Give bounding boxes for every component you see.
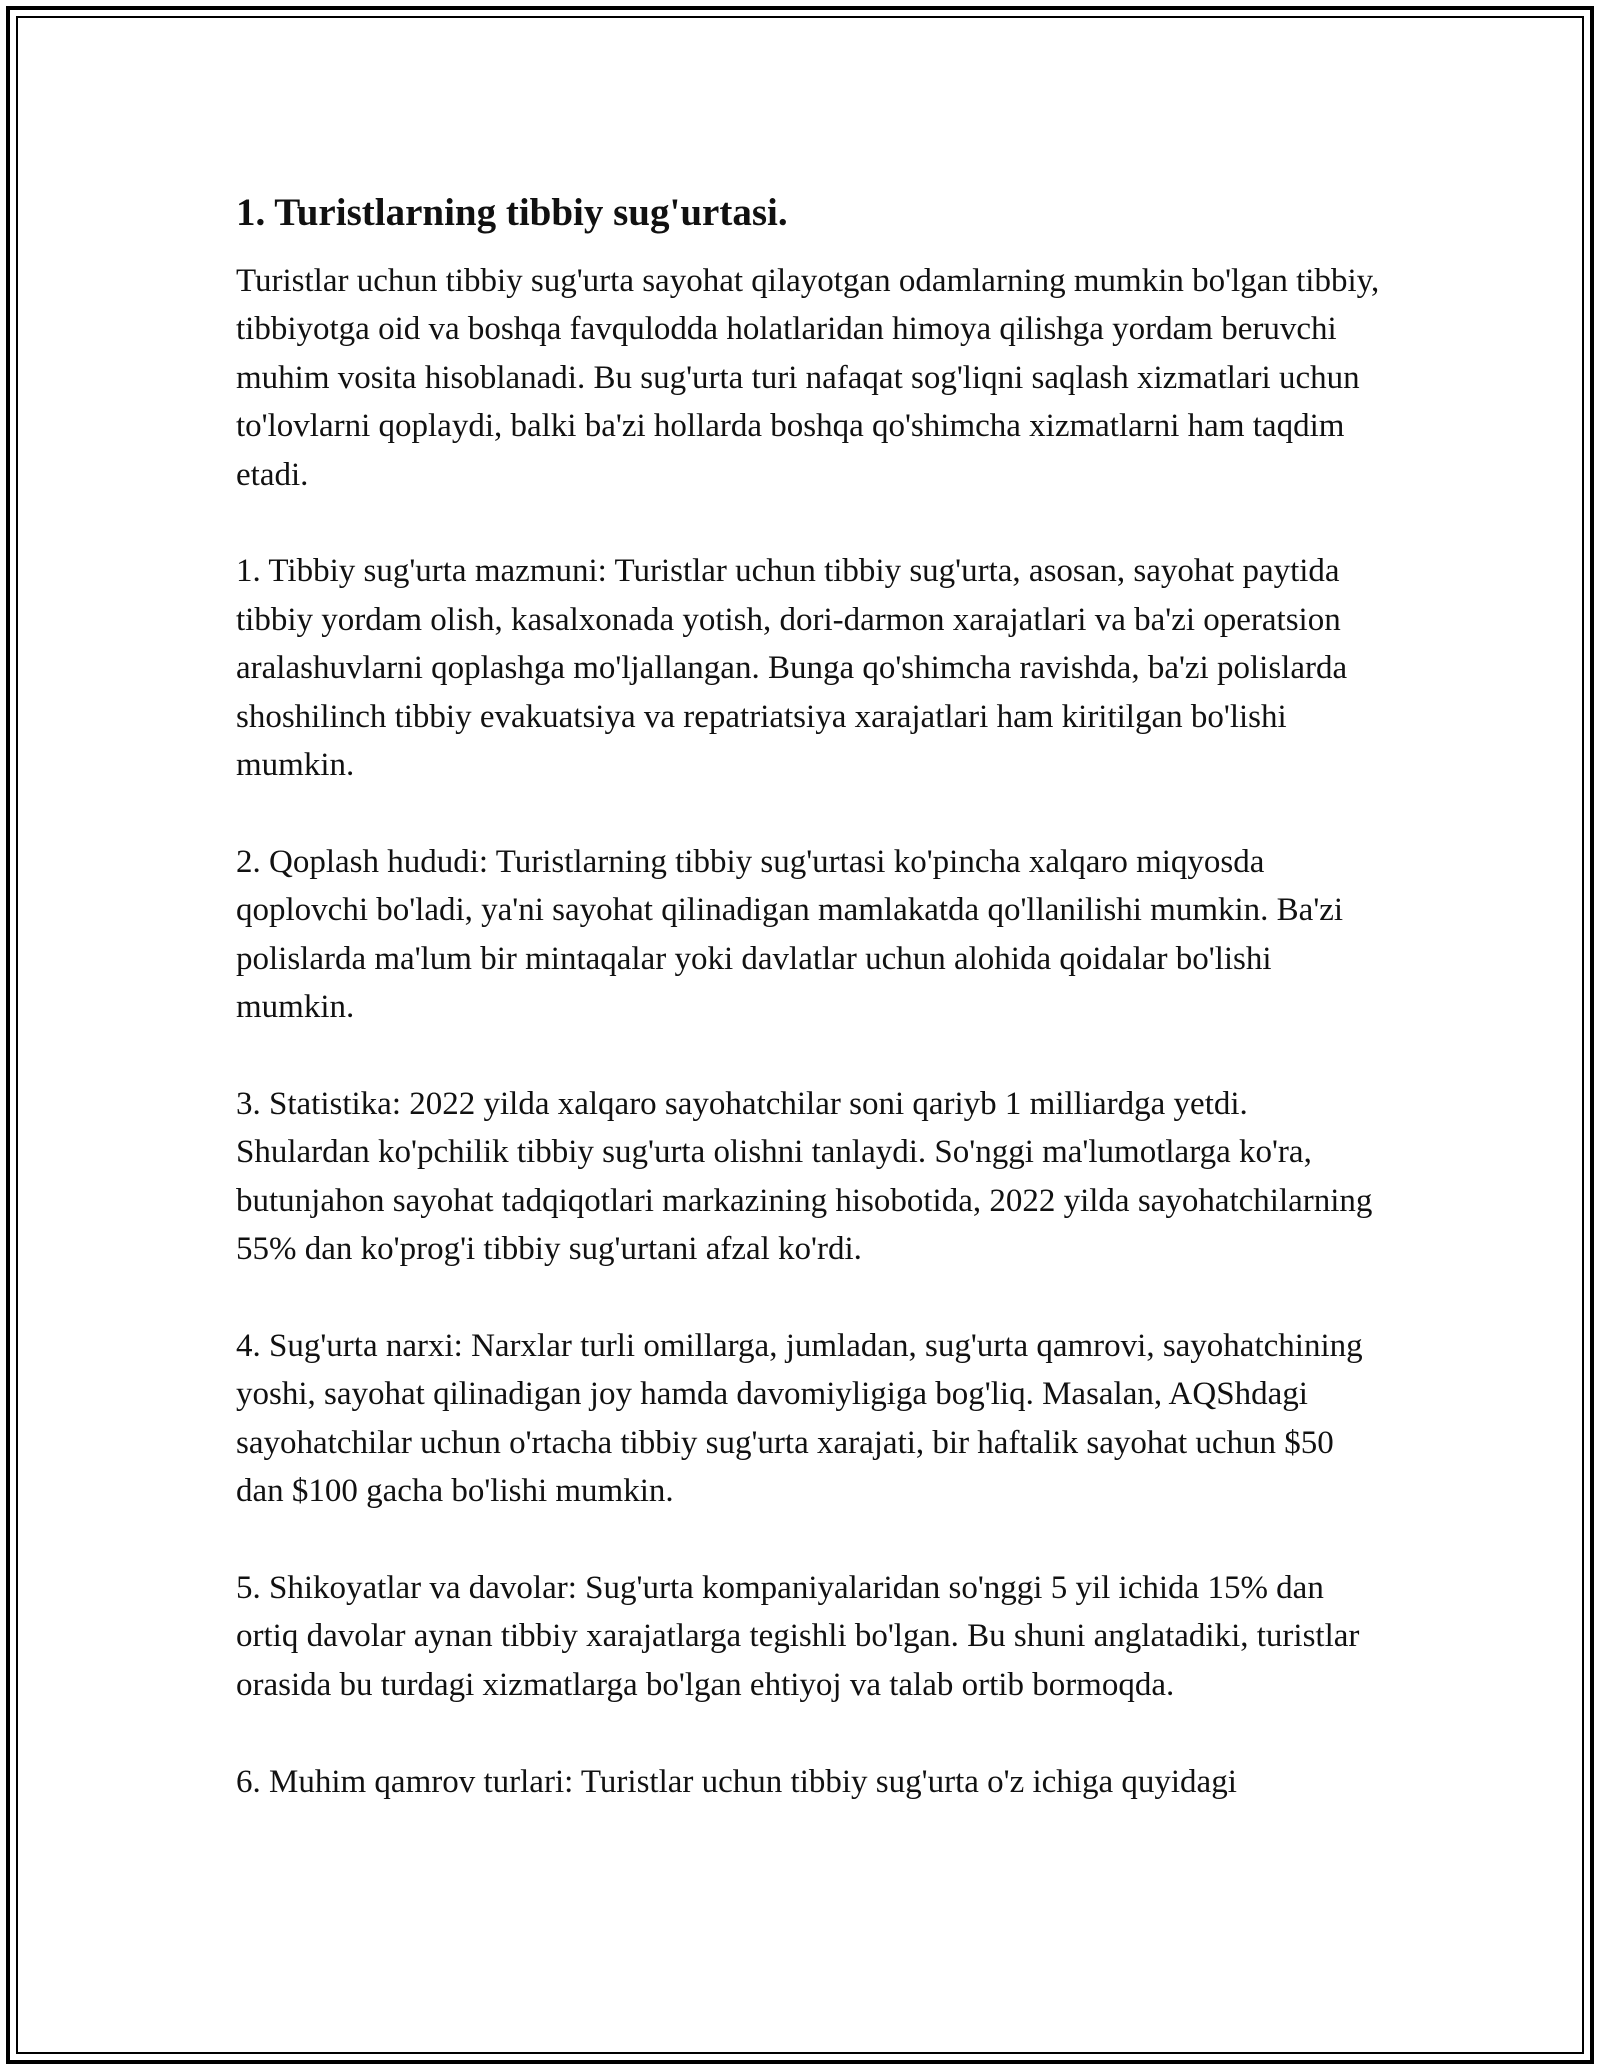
document-title: 1. Turistlarning tibbiy sug'urtasi. <box>236 191 788 234</box>
intro-paragraph: Turistlar uchun tibbiy sug'urta sayohat qilayotgan odamlarning mumkin bo'lgan tibbiy, tibbiyotga oid va boshqa favqulodda holatlaridan himoya qilishga yordam beruvchi muhim vosita hisoblanadi. Bu sug'urta turi nafaqat sog'liqni saqlash xizmatlari uchun to'lovlarni qoplaydi, balki ba'zi hollarda boshqa qo'shimcha xizmatlarni ham taqdim etadi. <box>236 263 1380 493</box>
paragraph-insurance-content: 1. Tibbiy sug'urta mazmuni: Turistlar uchun tibbiy sug'urta, asosan, sayohat paytida tibbiy yordam olish, kasalxonada yotish, dori-darmon xarajatlari va ba'zi operatsion aralashuvlarni qoplashga mo'ljallangan. Bunga qo'shimcha ravishda, ba'zi polislarda shoshilinch tibbiy evakuatsiya va repatriatsiya xarajatlari ham kiritilgan bo'lishi mumkin. <box>236 553 1348 784</box>
paragraph-statistics: 3. Statistika: 2022 yilda xalqaro sayohatchilar soni qariyb 1 milliardga yetdi. Shulardan ko'pchilik tibbiy sug'urta olishni tanlaydi. So'nggi ma'lumotlarga ko'ra, butunjahon sayohat tadqiqotlari markazining hisobotida, 2022 yilda sayohatchilarning 55% dan ko'prog'i tibbiy sug'urtani afzal ko'rdi. <box>236 1085 1373 1268</box>
document-body <box>236 185 1386 1854</box>
paragraph-insurance-price: 4. Sug'urta narxi: Narxlar turli omillarga, jumladan, sug'urta qamrovi, sayohatchining yoshi, sayohat qilinadigan joy hamda davomiyligiga bog'liq. Masalan, AQShdagi sayohatchilar uchun o'rtacha tibbiy sug'urta xarajati, bir haftalik sayohat uchun $50 dan $100 gacha bo'lishi mumkin. <box>236 1327 1363 1510</box>
paragraph-claims: 5. Shikoyatlar va davolar: Sug'urta kompaniyalaridan so'nggi 5 yil ichida 15% dan ortiq davolar aynan tibbiy xarajatlarga tegishli bo'lgan. Bu shuni anglatadiki, turistlar orasida bu turdagi xizmatlarga bo'lgan ehtiyoj va talab ortib bormoqda. <box>236 1569 1360 1703</box>
paragraph-coverage-area: 2. Qoplash hududi: Turistlarning tibbiy sug'urtasi ko'pincha xalqaro miqyosda qoplovchi bo'ladi, ya'ni sayohat qilinadigan mamlakatda qo'llanilishi mumkin. Ba'zi polislarda ma'lum bir mintaqalar yoki davlatlar uchun alohida qoidalar bo'lishi mumkin. <box>236 843 1344 1026</box>
paragraph-coverage-types: 6. Muhim qamrov turlari: Turistlar uchun tibbiy sug'urta o'z ichiga quyidagi <box>236 1763 1237 1800</box>
